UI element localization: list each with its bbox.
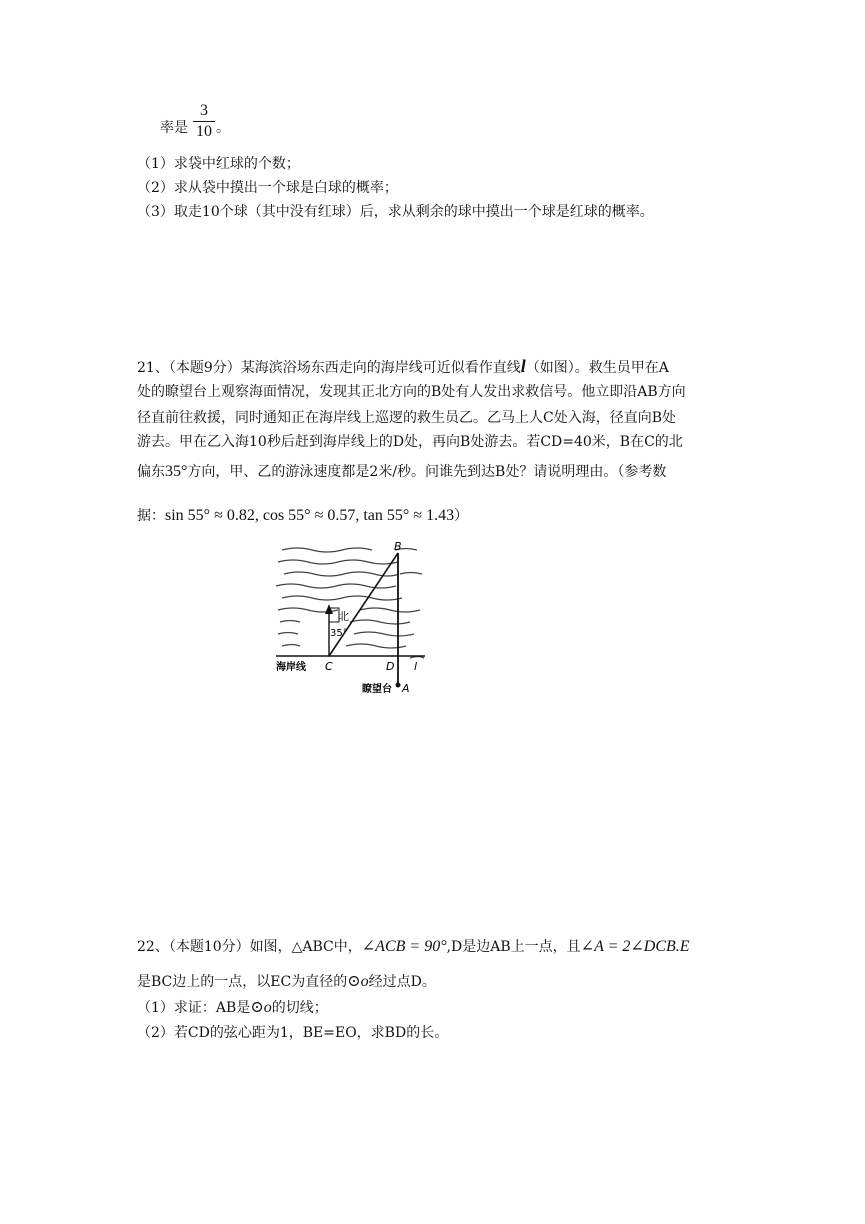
label-B: B [394, 540, 402, 553]
q21-line1-b: （如图）。救生员甲在A [525, 360, 669, 376]
label-north: 北 [338, 610, 349, 623]
label-angle: 35° [330, 628, 348, 639]
q22-item-2: （2）若CD的弦心距为1，BE=EO，求BD的长。 [137, 1025, 449, 1041]
line-CB [329, 553, 398, 656]
q20-frac-num: 3 [200, 102, 208, 119]
q21-line-l: l [520, 356, 526, 376]
sea-waves [276, 548, 424, 658]
q22-angle-relation: ∠A = 2∠DCB.E [580, 938, 690, 955]
q22-line1-a: 22、（本题10分）如图，△ABC中， [137, 939, 362, 955]
q21-line6-a: 据： [137, 508, 165, 524]
label-C: C [325, 660, 333, 673]
q22-circle-o: ⊙o [347, 973, 369, 990]
q21-line5-a: 偏东 [137, 464, 165, 480]
q21-line-5 [137, 462, 666, 482]
q20-lead [160, 118, 188, 138]
q21-angle: 35° [165, 463, 188, 480]
q22-angle-acb: ∠ACB = 90° [361, 938, 447, 955]
q20-item-3: （3）取走10个球（其中没有红球）后，求从剩余的球中摸出一个球是红球的概率。 [137, 204, 654, 220]
q21-line5-b: 方向，甲、乙的游泳速度都是2米/秒。问谁先到达B处？请说明理由。（参考数 [187, 464, 667, 480]
q21-line-3: 径直前往救援，同时通知正在海岸线上巡逻的救生员乙。乙马上人C处入海，径直向B处 [137, 410, 676, 426]
label-D: D [386, 660, 395, 673]
q21-line-4: 游去。甲在乙入海10秒后赶到海岸线上的D处，再向B处游去。若CD=40米，B在C的北 [137, 434, 683, 450]
q20-fraction [193, 102, 215, 141]
label-coast: 海岸线 [276, 662, 306, 673]
q21-line-2: 处的瞭望台上观察海面情况，发现其正北方向的B处有人发出求救信号。他立即沿AB方向 [137, 384, 686, 400]
q22-item-1 [137, 998, 328, 1018]
label-l: l [414, 660, 418, 673]
q21-reference-values: sin 55° ≈ 0.82, cos 55° ≈ 0.57, tan 55° ≈ 1.43 [165, 507, 455, 524]
q20-frac-den: 10 [196, 123, 212, 140]
q21-line6-b: ） [454, 508, 469, 524]
q22-item1-a: （1）求证：AB是 [137, 1000, 251, 1016]
label-tower: 瞭望台 [362, 684, 392, 695]
q21-line-6 [137, 506, 468, 526]
q20-end-text: 。 [216, 120, 230, 136]
q22-line2-b: 经过点D。 [368, 974, 436, 990]
q22-item1-b: 的切线； [271, 1000, 328, 1016]
q21-line-1 [137, 356, 669, 378]
q20-item-2: （2）求从袋中摸出一个球是白球的概率； [137, 180, 398, 196]
q22-line-2 [137, 972, 436, 992]
q22-line2-a: 是BC边上的一点，以EC为直径的 [137, 974, 348, 990]
q20-end [216, 118, 230, 138]
label-A: A [402, 682, 410, 695]
q22-line1-b: ,D是边AB上一点，且 [446, 939, 581, 955]
q21-line1-a: 21、（本题9分）某海滨浴场东西走向的海岸线可近似看作直线 [137, 360, 521, 376]
point-A [396, 683, 401, 688]
q22-line-1 [137, 937, 690, 957]
q20-frac-bar [193, 121, 215, 122]
q21-figure [270, 538, 430, 696]
q22-item1-circle: ⊙o [250, 999, 272, 1016]
q20-lead-text: 率是 [160, 120, 188, 136]
q20-item-1: （1）求袋中红球的个数； [137, 156, 300, 172]
